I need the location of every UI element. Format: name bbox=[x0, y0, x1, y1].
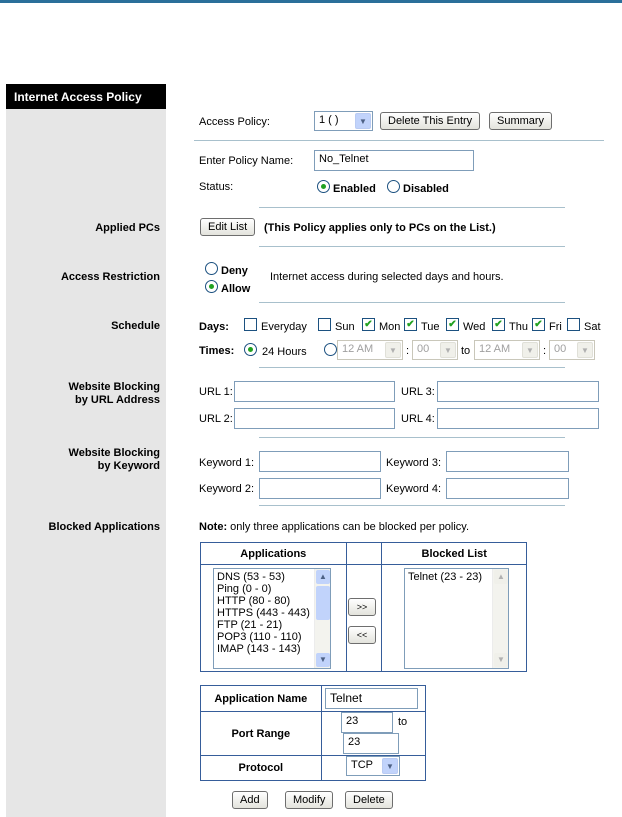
applied-pcs-note: (This Policy applies only to PCs on the List.) bbox=[264, 222, 496, 234]
url3-input[interactable] bbox=[437, 381, 599, 402]
separator bbox=[259, 505, 565, 506]
status-label: Status: bbox=[199, 181, 234, 193]
url1-input[interactable] bbox=[234, 381, 395, 402]
apps-note bbox=[199, 521, 469, 533]
day-label-wed: Wed bbox=[463, 321, 486, 333]
separator bbox=[259, 367, 565, 368]
from-hour-select[interactable] bbox=[337, 340, 403, 360]
add-to-blocked-button[interactable]: >> bbox=[348, 598, 376, 616]
day-checkbox-fri[interactable]: ✔ bbox=[532, 318, 545, 331]
keyword4-input[interactable] bbox=[446, 478, 569, 499]
add-button[interactable]: Add bbox=[232, 791, 268, 809]
time-to-label: to bbox=[461, 345, 471, 357]
col-applications: Applications bbox=[201, 543, 347, 565]
app-list-item[interactable]: HTTPS (443 - 443) bbox=[217, 607, 310, 619]
blocked-listbox[interactable] bbox=[404, 568, 509, 669]
deny-label: Deny bbox=[221, 265, 248, 277]
day-checkbox-thu[interactable]: ✔ bbox=[492, 318, 505, 331]
separator bbox=[194, 140, 604, 141]
day-label-mon: Mon bbox=[379, 321, 401, 333]
times-range-radio[interactable] bbox=[324, 343, 337, 356]
app-list-scrollbar[interactable] bbox=[314, 569, 330, 668]
label-applied-pcs: Applied PCs bbox=[95, 222, 160, 234]
to-hour-value: 12 AM bbox=[479, 343, 511, 355]
chevron-down-icon: ▼ bbox=[385, 342, 401, 358]
to-hour-select[interactable] bbox=[474, 340, 540, 360]
keyword1-label: Keyword 1: bbox=[199, 457, 255, 469]
label-url-blocking-1: Website Blocking bbox=[68, 381, 160, 393]
chevron-down-icon: ▼ bbox=[522, 342, 538, 358]
from-hour-value: 12 AM bbox=[342, 343, 374, 355]
keyword2-label: Keyword 2: bbox=[199, 483, 255, 495]
keyword4-label: Keyword 4: bbox=[386, 483, 442, 495]
blocked-list-scrollbar bbox=[492, 569, 508, 668]
day-checkbox-sun[interactable] bbox=[318, 318, 331, 331]
port-to-label: to bbox=[398, 716, 408, 728]
day-label-everyday: Everyday bbox=[261, 321, 307, 333]
day-label-sat: Sat bbox=[584, 321, 601, 333]
status-enabled-label: Enabled bbox=[333, 183, 376, 195]
summary-button[interactable]: Summary bbox=[489, 112, 552, 130]
app-list-item[interactable]: IMAP (143 - 143) bbox=[217, 643, 301, 655]
status-disabled-radio[interactable] bbox=[387, 180, 400, 193]
times-24hours-label: 24 Hours bbox=[262, 346, 307, 358]
day-label-fri: Fri bbox=[549, 321, 562, 333]
status-disabled-label: Disabled bbox=[403, 183, 449, 195]
keyword1-input[interactable] bbox=[259, 451, 381, 472]
delete-button[interactable]: Delete bbox=[345, 791, 393, 809]
url4-label: URL 4: bbox=[401, 413, 435, 425]
sidebar-header: Internet Access Policy bbox=[6, 84, 166, 109]
blocked-list bbox=[408, 571, 505, 583]
url2-input[interactable] bbox=[234, 408, 395, 429]
modify-button[interactable]: Modify bbox=[285, 791, 333, 809]
day-checkbox-sat[interactable] bbox=[567, 318, 580, 331]
day-checkbox-mon[interactable]: ✔ bbox=[362, 318, 375, 331]
apps-note-bold: Note: bbox=[199, 521, 228, 533]
app-list-item[interactable]: Ping (0 - 0) bbox=[217, 583, 272, 595]
from-minute-value: 00 bbox=[417, 343, 430, 355]
scroll-down-icon[interactable]: ▼ bbox=[316, 653, 330, 667]
app-name-input[interactable]: Telnet bbox=[325, 688, 418, 709]
allow-label: Allow bbox=[221, 283, 251, 295]
top-border bbox=[0, 0, 622, 3]
to-minute-select[interactable] bbox=[549, 340, 595, 360]
times-24hours-radio[interactable] bbox=[244, 343, 257, 356]
label-schedule: Schedule bbox=[111, 320, 160, 332]
scroll-up-icon[interactable]: ▲ bbox=[316, 570, 330, 584]
separator bbox=[259, 207, 565, 208]
chevron-down-icon: ▼ bbox=[355, 113, 371, 129]
label-blocked-applications: Blocked Applications bbox=[48, 521, 160, 533]
from-colon: : bbox=[406, 345, 410, 357]
day-checkbox-everyday[interactable] bbox=[244, 318, 257, 331]
label-kw-blocking-2: by Keyword bbox=[97, 460, 160, 472]
url4-input[interactable] bbox=[437, 408, 599, 429]
app-list-item[interactable]: POP3 (110 - 110) bbox=[217, 631, 302, 643]
keyword3-label: Keyword 3: bbox=[386, 457, 442, 469]
chevron-down-icon: ▼ bbox=[577, 342, 593, 358]
url1-label: URL 1: bbox=[199, 386, 233, 398]
delete-entry-button[interactable]: Delete This Entry bbox=[380, 112, 480, 130]
scroll-up-icon: ▲ bbox=[494, 570, 508, 584]
port-from-input[interactable]: 23 bbox=[341, 712, 393, 733]
keyword2-input[interactable] bbox=[259, 478, 381, 499]
chevron-down-icon: ▼ bbox=[382, 758, 398, 774]
day-label-sun: Sun bbox=[335, 321, 355, 333]
edit-list-button[interactable]: Edit List bbox=[200, 218, 255, 236]
day-label-tue: Tue bbox=[421, 321, 440, 333]
to-colon: : bbox=[543, 345, 547, 357]
access-policy-value: 1 ( ) bbox=[319, 114, 339, 126]
separator bbox=[259, 302, 565, 303]
app-list-item[interactable]: HTTP (80 - 80) bbox=[217, 595, 291, 607]
app-list-item[interactable]: DNS (53 - 53) bbox=[217, 571, 285, 583]
days-label: Days: bbox=[199, 321, 229, 333]
blocked-list-item[interactable]: Telnet (23 - 23) bbox=[408, 571, 482, 583]
separator bbox=[259, 437, 565, 438]
chevron-down-icon: ▼ bbox=[440, 342, 456, 358]
apps-note-text: only three applications can be blocked per policy. bbox=[227, 521, 470, 533]
policy-name-input[interactable]: No_Telnet bbox=[314, 150, 474, 171]
label-kw-blocking-1: Website Blocking bbox=[68, 447, 160, 459]
app-list bbox=[217, 571, 327, 655]
applications-listbox[interactable] bbox=[213, 568, 331, 669]
access-policy-select[interactable] bbox=[314, 111, 373, 131]
day-checkbox-wed[interactable]: ✔ bbox=[446, 318, 459, 331]
deny-radio[interactable] bbox=[205, 262, 218, 275]
day-checkbox-tue[interactable]: ✔ bbox=[404, 318, 417, 331]
remove-from-blocked-button[interactable]: << bbox=[348, 626, 376, 644]
app-list-item[interactable]: FTP (21 - 21) bbox=[217, 619, 283, 631]
protocol-value: TCP bbox=[351, 759, 373, 771]
label-access-restriction: Access Restriction bbox=[60, 271, 160, 283]
separator bbox=[259, 246, 565, 247]
day-label-thu: Thu bbox=[509, 321, 528, 333]
access-policy-label: Access Policy: bbox=[199, 116, 270, 128]
url2-label: URL 2: bbox=[199, 413, 233, 425]
restriction-text: Internet access during selected days and hours. bbox=[270, 271, 504, 283]
label-url-blocking-2: by URL Address bbox=[75, 394, 160, 406]
port-range-label: Port Range bbox=[201, 712, 322, 756]
port-to-input[interactable]: 23 bbox=[343, 733, 399, 754]
to-minute-value: 00 bbox=[554, 343, 567, 355]
times-label: Times: bbox=[199, 345, 235, 357]
from-minute-select[interactable] bbox=[412, 340, 458, 360]
policy-name-label: Enter Policy Name: bbox=[199, 155, 294, 167]
url3-label: URL 3: bbox=[401, 386, 435, 398]
app-name-label: Application Name bbox=[201, 686, 322, 712]
col-blocked-list: Blocked List bbox=[382, 543, 527, 565]
protocol-select[interactable] bbox=[346, 756, 400, 776]
allow-radio[interactable] bbox=[205, 280, 218, 293]
status-enabled-radio[interactable] bbox=[317, 180, 330, 193]
keyword3-input[interactable] bbox=[446, 451, 569, 472]
scroll-down-icon: ▼ bbox=[494, 653, 508, 667]
scroll-thumb[interactable] bbox=[316, 586, 330, 620]
protocol-label: Protocol bbox=[201, 756, 322, 781]
